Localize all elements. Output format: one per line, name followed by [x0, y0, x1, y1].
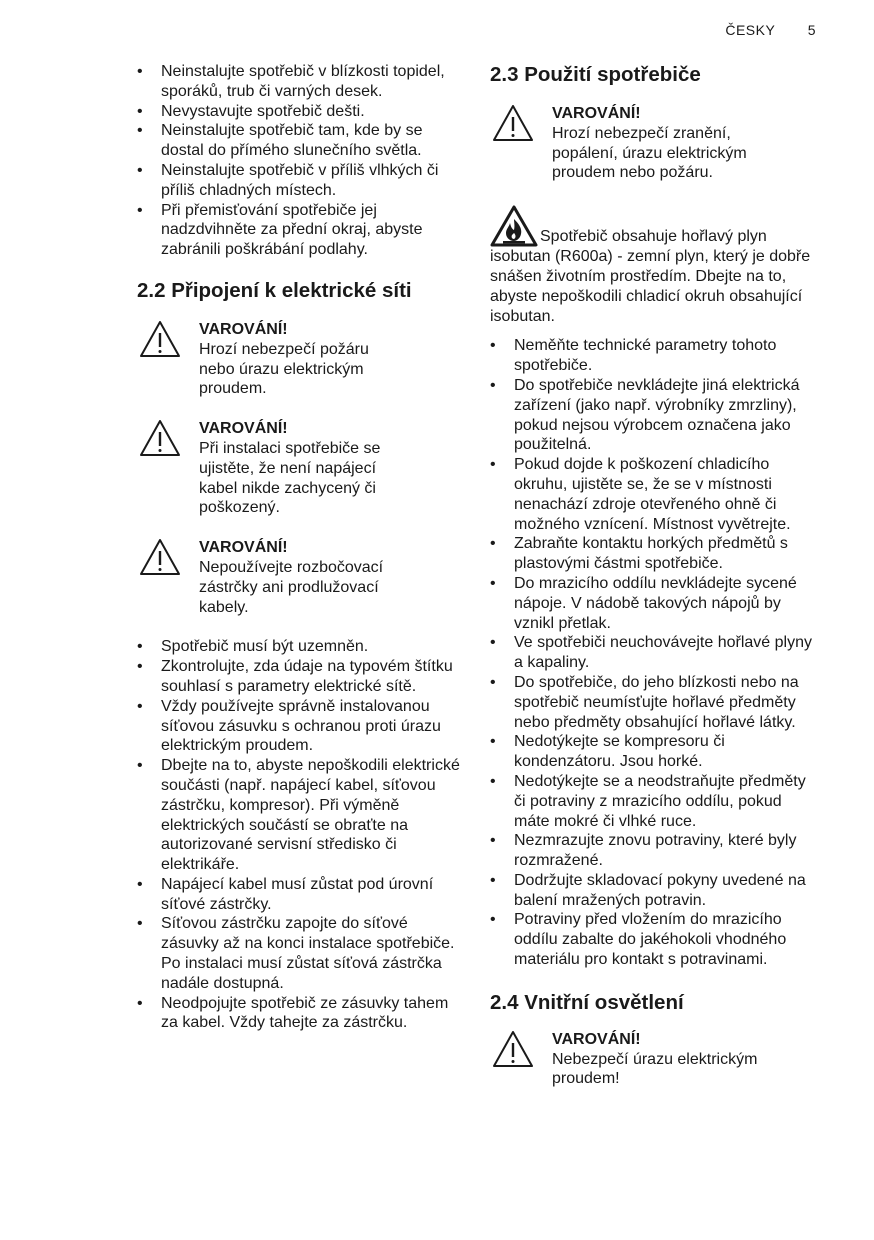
warning-text: Nepoužívejte rozbočovací zástrčky ani prodlužovací kabely. — [199, 558, 384, 616]
list-item: • Zkontrolujte, zda údaje na typovém štítku souhlasí s parametry elektrické sítě. — [137, 657, 462, 697]
warning-block — [137, 538, 462, 617]
warning-block — [490, 104, 820, 183]
list-item: • Nevystavujte spotřebič dešti. — [137, 102, 462, 122]
list-item: • Napájecí kabel musí zůstat pod úrovní síťové zástrčky. — [137, 875, 462, 915]
language-label: ČESKY — [725, 22, 776, 38]
warning-triangle-icon — [492, 104, 534, 142]
list-item: • Neměňte technické parametry tohoto spotřebiče. — [490, 336, 820, 376]
list-item: • Neinstalujte spotřebič v příliš vlhkých či příliš chladných místech. — [137, 161, 462, 201]
list-item: • Spotřebič musí být uzemněn. — [137, 637, 462, 657]
warning-title: VAROVÁNÍ! — [552, 1030, 641, 1048]
list-item: • Neodpojujte spotřebič ze zásuvky tahem za kabel. Vždy tahejte za zástrčku. — [137, 994, 462, 1034]
list-item: • Ve spotřebiči neuchovávejte hořlavé plyny a kapaliny. — [490, 633, 820, 673]
list-item: • Vždy používejte správně instalovanou síťovou zásuvku s ochranou proti úrazu elektrickým proudem. — [137, 697, 462, 756]
left-column — [137, 62, 462, 1033]
warning-title: VAROVÁNÍ! — [199, 539, 288, 557]
list-item: • Neinstalujte spotřebič tam, kde by se dostal do přímého slunečního světla. — [137, 121, 462, 161]
warning-triangle-icon — [139, 419, 181, 457]
intro-bullet-list — [137, 62, 462, 260]
list-item: • Do mrazicího oddílu nevkládejte sycené nápoje. V nádobě takových nápojů by vznikl přetlak. — [490, 574, 820, 633]
flammable-warning-icon — [490, 205, 538, 247]
page-header — [725, 22, 816, 38]
warning-block — [137, 419, 462, 518]
section-title-2-4: 2.4 Vnitřní osvětlení — [490, 990, 684, 1014]
warning-title: VAROVÁNÍ! — [552, 105, 641, 122]
section-title-2-2: 2.2 Připojení k elektrické síti — [137, 278, 412, 302]
list-item: • Do spotřebiče nevkládejte jiná elektrická zařízení (jako např. výrobníky zmrzliny), pokud nejsou výrobcem označena jako použitelná. — [490, 376, 820, 455]
list-item: • Pokud dojde k poškození chladicího okruhu, ujistěte se, že se v místnosti nenachází zdroje otevřeného ohně či možného vznícení. Místnost vyvětrejte. — [490, 455, 820, 534]
list-item: • Neinstalujte spotřebič v blízkosti topidel, sporáků, trub či varných desek. — [137, 62, 462, 102]
page-number: 5 — [807, 22, 816, 38]
warning-text: Hrozí nebezpečí požáru nebo úrazu elektrickým proudem. — [199, 340, 369, 398]
list-item: • Zabraňte kontaktu horkých předmětů s plastovými částmi spotřebiče. — [490, 534, 820, 574]
warning-text: Nebezpečí úrazu elektrickým proudem! — [552, 1050, 758, 1088]
warning-title: VAROVÁNÍ! — [199, 420, 288, 438]
usage-bullet-list — [490, 336, 820, 970]
warning-triangle-icon — [139, 320, 181, 358]
flammable-gas-notice — [490, 205, 820, 326]
warning-triangle-icon — [492, 1030, 534, 1068]
list-item: • Síťovou zástrčku zapojte do síťové zásuvky až na konci instalace spotřebiče. Po instalaci musí zůstat síťová zástrčka nadále dostupná. — [137, 914, 462, 993]
list-item: • Dodržujte skladovací pokyny uvedené na balení mražených potravin. — [490, 871, 820, 911]
right-column — [490, 62, 820, 1089]
section-title-2-3: 2.3 Použití spotřebiče — [490, 63, 701, 86]
list-item: • Nedotýkejte se kompresoru či kondenzátoru. Jsou horké. — [490, 732, 820, 772]
warning-title: VAROVÁNÍ! — [199, 320, 288, 338]
warning-text: Hrozí nebezpečí zranění, popálení, úrazu elektrickým proudem nebo požáru. — [552, 124, 747, 182]
list-item: • Nezmrazujte znovu potraviny, které byly rozmražené. — [490, 831, 820, 871]
list-item: • Při přemisťování spotřebiče jej nadzdvihněte za přední okraj, abyste zabránili poškrábání podlahy. — [137, 201, 462, 260]
list-item: • Dbejte na to, abyste nepoškodili elektrické součásti (např. napájecí kabel, síťovou zástrčku, kompresor). Při výměně elektrických součástí se obraťte na autorizované servisní středisko či elektrikáře. — [137, 756, 462, 875]
warning-block — [490, 1030, 820, 1089]
flammable-text: Spotřebič obsahuje hořlavý plyn isobutan (R600a) - zemní plyn, který je dobře snášen životním prostředím. Dbejte na to, abyste nepoškodili chladicí okruh obsahující isobutan. — [490, 228, 811, 325]
list-item: • Do spotřebiče, do jeho blízkosti nebo na spotřebič neumísťujte hořlavé předměty nebo předměty obsahující hořlavé látky. — [490, 673, 820, 732]
electrical-bullet-list — [137, 637, 462, 1033]
warning-block — [137, 320, 462, 399]
warning-triangle-icon — [139, 538, 181, 576]
list-item: • Potraviny před vložením do mrazicího oddílu zabalte do jakéhokoli vhodného materiálu pro kontakt s potravinami. — [490, 910, 820, 969]
list-item: • Nedotýkejte se a neodstraňujte předměty či potraviny z mrazicího oddílu, pokud máte mokré či vlhké ruce. — [490, 772, 820, 831]
warning-text: Při instalaci spotřebiče se ujistěte, že není napájecí kabel nikde zachycený či poškozený. — [199, 439, 381, 517]
